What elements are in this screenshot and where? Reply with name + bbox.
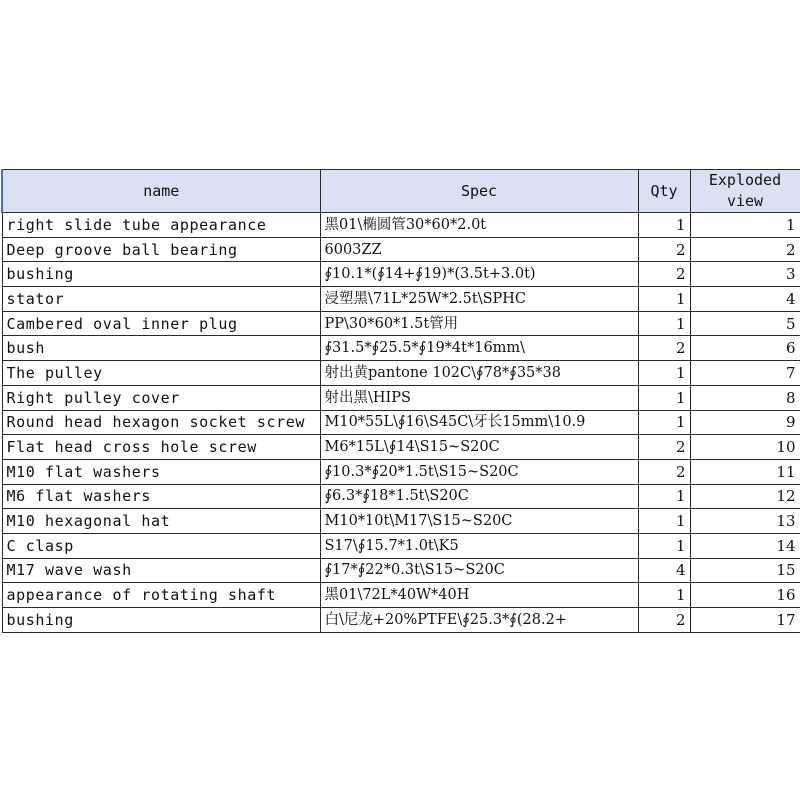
- qty-cell[interactable]: 1: [638, 361, 690, 386]
- name-cell[interactable]: bushing: [2, 608, 320, 633]
- table-row: [2, 558, 800, 583]
- spec-cell[interactable]: 射出黄pantone 102C\∮78*∮35*38: [320, 361, 638, 386]
- qty-cell[interactable]: 2: [638, 435, 690, 460]
- spec-cell[interactable]: 黑01\72L*40W*40H: [320, 583, 638, 608]
- spec-cell[interactable]: ∮17*∮22*0.3t\S15~S20C: [320, 558, 638, 583]
- exploded-view-cell[interactable]: 16: [690, 583, 800, 608]
- table-row: [2, 361, 800, 386]
- table-row: [2, 608, 800, 633]
- exploded-view-cell[interactable]: 12: [690, 484, 800, 509]
- table-row: [2, 459, 800, 484]
- exploded-view-cell[interactable]: 13: [690, 509, 800, 534]
- name-cell[interactable]: bush: [2, 336, 320, 361]
- exploded-view-cell[interactable]: 11: [690, 459, 800, 484]
- name-cell[interactable]: M10 flat washers: [2, 459, 320, 484]
- table-row: [2, 410, 800, 435]
- qty-cell[interactable]: 1: [638, 311, 690, 336]
- name-cell[interactable]: Deep groove ball bearing: [2, 237, 320, 262]
- header-name[interactable]: name: [2, 170, 320, 213]
- name-cell[interactable]: M17 wave wash: [2, 558, 320, 583]
- exploded-view-cell[interactable]: 17: [690, 608, 800, 633]
- table-row: [2, 213, 800, 238]
- spec-cell[interactable]: ∮10.1*(∮14+∮19)*(3.5t+3.0t): [320, 262, 638, 287]
- exploded-view-cell[interactable]: 14: [690, 533, 800, 558]
- parts-table: [1, 169, 800, 633]
- qty-cell[interactable]: 1: [638, 484, 690, 509]
- qty-cell[interactable]: 2: [638, 608, 690, 633]
- name-cell[interactable]: M6 flat washers: [2, 484, 320, 509]
- qty-cell[interactable]: 2: [638, 459, 690, 484]
- qty-cell[interactable]: 1: [638, 213, 690, 238]
- table-row: [2, 533, 800, 558]
- table-row: [2, 385, 800, 410]
- exploded-view-cell[interactable]: 7: [690, 361, 800, 386]
- name-cell[interactable]: Right pulley cover: [2, 385, 320, 410]
- table-row: [2, 287, 800, 312]
- table-row: [2, 237, 800, 262]
- spec-cell[interactable]: 黑01\椭圆管30*60*2.0t: [320, 213, 638, 238]
- table-row: [2, 509, 800, 534]
- exploded-view-cell[interactable]: 1: [690, 213, 800, 238]
- name-cell[interactable]: appearance of rotating shaft: [2, 583, 320, 608]
- qty-cell[interactable]: 1: [638, 509, 690, 534]
- name-cell[interactable]: bushing: [2, 262, 320, 287]
- name-cell[interactable]: The pulley: [2, 361, 320, 386]
- qty-cell[interactable]: 4: [638, 558, 690, 583]
- table-row: [2, 336, 800, 361]
- table-row: [2, 583, 800, 608]
- spec-cell[interactable]: ∮6.3*∮18*1.5t\S20C: [320, 484, 638, 509]
- name-cell[interactable]: C clasp: [2, 533, 320, 558]
- spec-cell[interactable]: S17\∮15.7*1.0t\K5: [320, 533, 638, 558]
- header-row: [2, 170, 800, 213]
- qty-cell[interactable]: 2: [638, 336, 690, 361]
- exploded-view-cell[interactable]: 6: [690, 336, 800, 361]
- spec-cell[interactable]: 射出黑\HIPS: [320, 385, 638, 410]
- qty-cell[interactable]: 2: [638, 262, 690, 287]
- exploded-view-cell[interactable]: 10: [690, 435, 800, 460]
- spec-cell[interactable]: M10*10t\M17\S15~S20C: [320, 509, 638, 534]
- header-qty[interactable]: Qty: [638, 170, 690, 213]
- exploded-view-cell[interactable]: 4: [690, 287, 800, 312]
- exploded-view-cell[interactable]: 8: [690, 385, 800, 410]
- qty-cell[interactable]: 2: [638, 237, 690, 262]
- exploded-view-cell[interactable]: 5: [690, 311, 800, 336]
- spec-cell[interactable]: 6003ZZ: [320, 237, 638, 262]
- table-row: [2, 484, 800, 509]
- qty-cell[interactable]: 1: [638, 385, 690, 410]
- qty-cell[interactable]: 1: [638, 287, 690, 312]
- exploded-view-cell[interactable]: 2: [690, 237, 800, 262]
- spec-cell[interactable]: ∮31.5*∮25.5*∮19*4t*16mm\: [320, 336, 638, 361]
- table-row: [2, 262, 800, 287]
- table-row: [2, 311, 800, 336]
- exploded-view-cell[interactable]: 15: [690, 558, 800, 583]
- exploded-view-cell[interactable]: 3: [690, 262, 800, 287]
- table-body: [2, 213, 800, 633]
- table-row: [2, 435, 800, 460]
- name-cell[interactable]: Cambered oval inner plug: [2, 311, 320, 336]
- exploded-view-cell[interactable]: 9: [690, 410, 800, 435]
- spec-cell[interactable]: 浸塑黑\71L*25W*2.5t\SPHC: [320, 287, 638, 312]
- name-cell[interactable]: M10 hexagonal hat: [2, 509, 320, 534]
- qty-cell[interactable]: 1: [638, 410, 690, 435]
- name-cell[interactable]: right slide tube appearance: [2, 213, 320, 238]
- name-cell[interactable]: Flat head cross hole screw: [2, 435, 320, 460]
- qty-cell[interactable]: 1: [638, 583, 690, 608]
- name-cell[interactable]: Round head hexagon socket screw: [2, 410, 320, 435]
- spec-cell[interactable]: M6*15L\∮14\S15~S20C: [320, 435, 638, 460]
- header-spec[interactable]: Spec: [320, 170, 638, 213]
- spec-cell[interactable]: ∮10.3*∮20*1.5t\S15~S20C: [320, 459, 638, 484]
- header-exploded-view[interactable]: Exploded view: [690, 170, 800, 213]
- spec-cell[interactable]: PP\30*60*1.5t管用: [320, 311, 638, 336]
- spec-cell[interactable]: 白\尼龙+20%PTFE\∮25.3*∮(28.2+: [320, 608, 638, 633]
- qty-cell[interactable]: 1: [638, 533, 690, 558]
- spec-cell[interactable]: M10*55L\∮16\S45C\牙长15mm\10.9: [320, 410, 638, 435]
- name-cell[interactable]: stator: [2, 287, 320, 312]
